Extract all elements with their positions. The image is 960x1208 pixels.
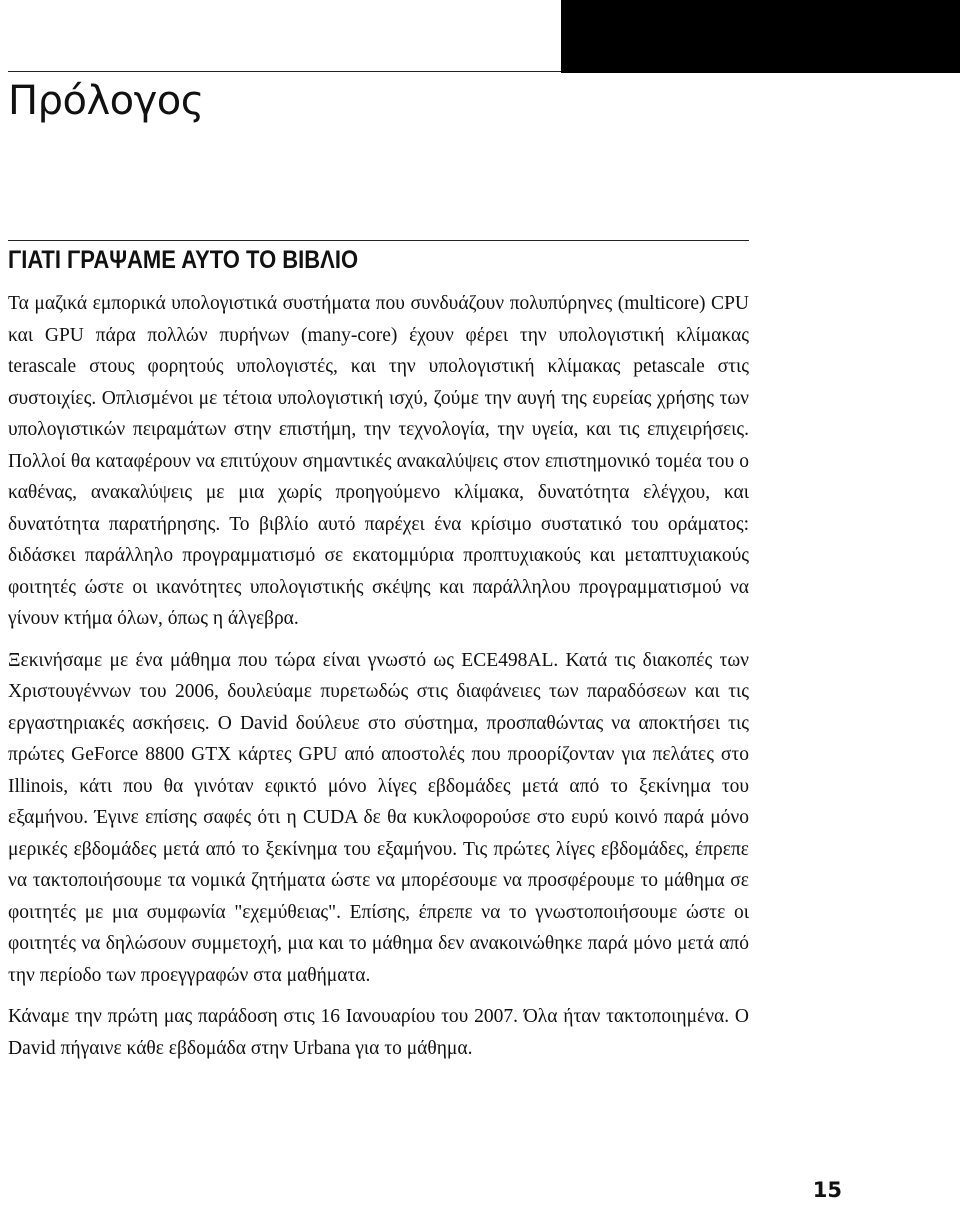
- section-heading: ΓΙΑΤΙ ΓΡΑΨΑΜΕ ΑΥΤΟ ΤΟ ΒΙΒΛΙΟ: [8, 246, 359, 274]
- paragraph-3: Κάναμε την πρώτη μας παράδοση στις 16 Ιανουαρίου του 2007. Όλα ήταν τακτοποιημένα. Ο David πήγαινε κάθε εβδομάδα στην Urbana για το μάθημα.: [8, 1006, 749, 1059]
- chapter-title: Πρόλογος: [8, 78, 204, 124]
- corner-black-block: [561, 0, 960, 73]
- header-rule: [8, 71, 561, 72]
- body-text: [8, 288, 749, 1074]
- paragraph-2: Ξεκινήσαμε με ένα μάθημα που τώρα είναι γνωστό ως ECE498AL. Κατά τις διακοπές των Χριστουγέννων του 2006, δουλεύαμε πυρετωδώς στις διαφάνειες των παραδόσεων και τις εργαστηριακές ασκήσεις. Ο David δούλευε στο σύστημα, προσπαθώντας να αποκτήσει τις πρώτες GeForce 8800 GTX κάρτες GPU από αποστολές που προορίζονταν για πελάτες στο Illinois, κάτι που θα γινόταν εφικτό μόνο λίγες εβδομάδες μετά από το ξεκίνημα του εξαμήνου. Έγινε επίσης σαφές ότι η CUDA δε θα κυκλοφορούσε στο ευρύ κοινό παρά μόνο μερικές εβδομάδες μετά από το ξεκίνημα του εξαμήνου. Τις πρώτες λίγες εβδομάδες, έπρεπε να τακτοποιήσουμε τα νομικά ζητήματα ώστε να μπορέσουμε να προσφέρουμε το μάθημα σε φοιτητές με μια συμφωνία "εχεμύθειας". Επίσης, έπρεπε να το γνωστοποιήσουμε ώστε οι φοιτητές να δηλώσουν συμμετοχή, μια και το μάθημα δεν ανακοινώθηκε παρά μόνο μετά από την περίοδο των προεγγραφών στα μαθήματα.: [8, 649, 749, 986]
- paragraph-1: Τα μαζικά εμπορικά υπολογιστικά συστήματα που συνδυάζουν πολυπύρηνες (multicore) CPU και GPU πάρα πολλών πυρήνων (many-core) έχουν φέρει την υπολογιστική κλίμακας terascale στους φορητούς υπολογιστές, και την υπολογιστική κλίμακας petascale στις συστοιχίες. Οπλισμένοι με τέτοια υπολογιστική ισχύ, ζούμε την αυγή της ευρείας χρήσης των υπολογιστικών πειραμάτων στην επιστήμη, την τεχνολογία, την υγεία, και τις επιχειρήσεις. Πολλοί θα καταφέρουν να επιτύχουν σημαντικές ανακαλύψεις στον επιστημονικό τομέα του ο καθένας, ανακαλύψεις με μια χωρίς προηγούμενο κλίμακα, δυνατότητα ελέγχου, και δυνατότητα παρατήρησης. Το βιβλίο αυτό παρέχει ένα κρίσιμο συστατικό του οράματος: διδάσκει παράλληλο προγραμματισμό σε εκατομμύρια προπτυχιακούς και μεταπτυχιακούς φοιτητές ώστε οι ικανότητες υπολογιστικής σκέψης και παράλληλου προγραμματισμού να γίνουν κτήμα όλων, όπως η άλγεβρα.: [8, 293, 749, 629]
- section-rule: [8, 240, 749, 241]
- page-number: 15: [812, 1178, 842, 1202]
